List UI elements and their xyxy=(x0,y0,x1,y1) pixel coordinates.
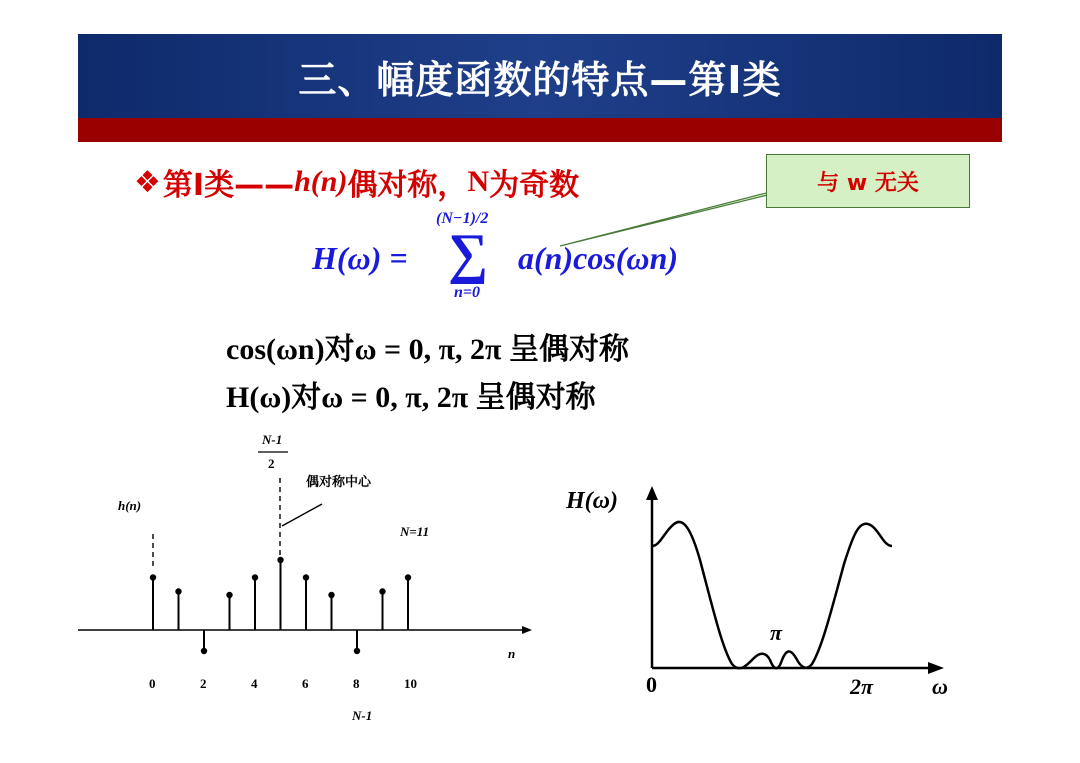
center-label: 偶对称中心 xyxy=(306,474,372,489)
stem-dot xyxy=(379,588,385,594)
sum-lower-limit: n=0 xyxy=(454,284,481,301)
formula-lhs: H(ω) = xyxy=(312,240,408,276)
heading-suffix: 为奇数 xyxy=(489,168,580,203)
amplitude-formula xyxy=(312,210,732,310)
heading-prefix: 第I类—— xyxy=(162,168,295,203)
stem-dot xyxy=(150,574,156,580)
center-label-leader xyxy=(282,504,322,526)
x-tick-labels xyxy=(149,676,417,691)
x-tick-label: 8 xyxy=(353,676,360,691)
x-tick-label: 10 xyxy=(404,676,417,691)
center-denominator: 2 xyxy=(268,456,275,471)
heading-n-letter: N xyxy=(467,165,490,198)
hn-axis-label: h(n) xyxy=(118,498,142,513)
statement-h-symmetry: H(ω)对ω = 0, π, 2π 呈偶对称 xyxy=(226,381,596,414)
heading-middle: 偶对称， xyxy=(347,168,468,203)
sum-upper-limit: (N−1)/2 xyxy=(436,210,489,227)
stem-dot xyxy=(354,648,360,654)
statement-cos-symmetry: cos(ωn)对ω = 0, π, 2π 呈偶对称 xyxy=(226,333,629,366)
n11-label: N=11 xyxy=(400,524,430,539)
slide-title: 三、幅度函数的特点—第I类 xyxy=(298,57,782,102)
H-omega-label: H(ω) xyxy=(566,488,619,514)
heading-hn: h(n) xyxy=(294,165,348,198)
callout-box xyxy=(766,154,970,208)
callout-text: 与 w 无关 xyxy=(817,170,919,196)
stem-dot xyxy=(303,574,309,580)
x-tick-label: 2 xyxy=(200,676,207,691)
amplitude-response-plot xyxy=(560,460,970,710)
stem-dot xyxy=(201,648,207,654)
x-tick-label: 0 xyxy=(149,676,156,691)
stem-dot xyxy=(175,588,181,594)
pi-label: π xyxy=(770,620,783,645)
stem-dot xyxy=(277,557,283,563)
w-axis-arrow-icon xyxy=(928,662,944,674)
stem-dot xyxy=(252,574,258,580)
stem-dot xyxy=(226,592,232,598)
amplitude-curve xyxy=(652,522,892,668)
omega-axis-label: ω xyxy=(932,674,948,699)
formula-rhs: a(n)cos(ωn) xyxy=(518,240,679,276)
y-axis-arrow-icon xyxy=(646,486,658,500)
zero-label: 0 xyxy=(646,672,657,697)
center-numerator: N-1 xyxy=(262,432,283,447)
bullet-diamond-icon: ❖ xyxy=(134,164,161,200)
impulse-response-plot xyxy=(70,430,540,740)
last-index-label: N-1 xyxy=(352,708,373,723)
stem-dot xyxy=(328,592,334,598)
stem-group xyxy=(150,557,411,654)
x-tick-label: 6 xyxy=(302,676,309,691)
n-axis-label: n xyxy=(508,646,516,661)
sum-symbol: ∑ xyxy=(448,223,488,285)
x-tick-label: 4 xyxy=(251,676,258,691)
stem-dot xyxy=(405,574,411,580)
two-pi-label: 2π xyxy=(850,674,874,699)
x-axis-arrow-icon xyxy=(522,626,532,634)
